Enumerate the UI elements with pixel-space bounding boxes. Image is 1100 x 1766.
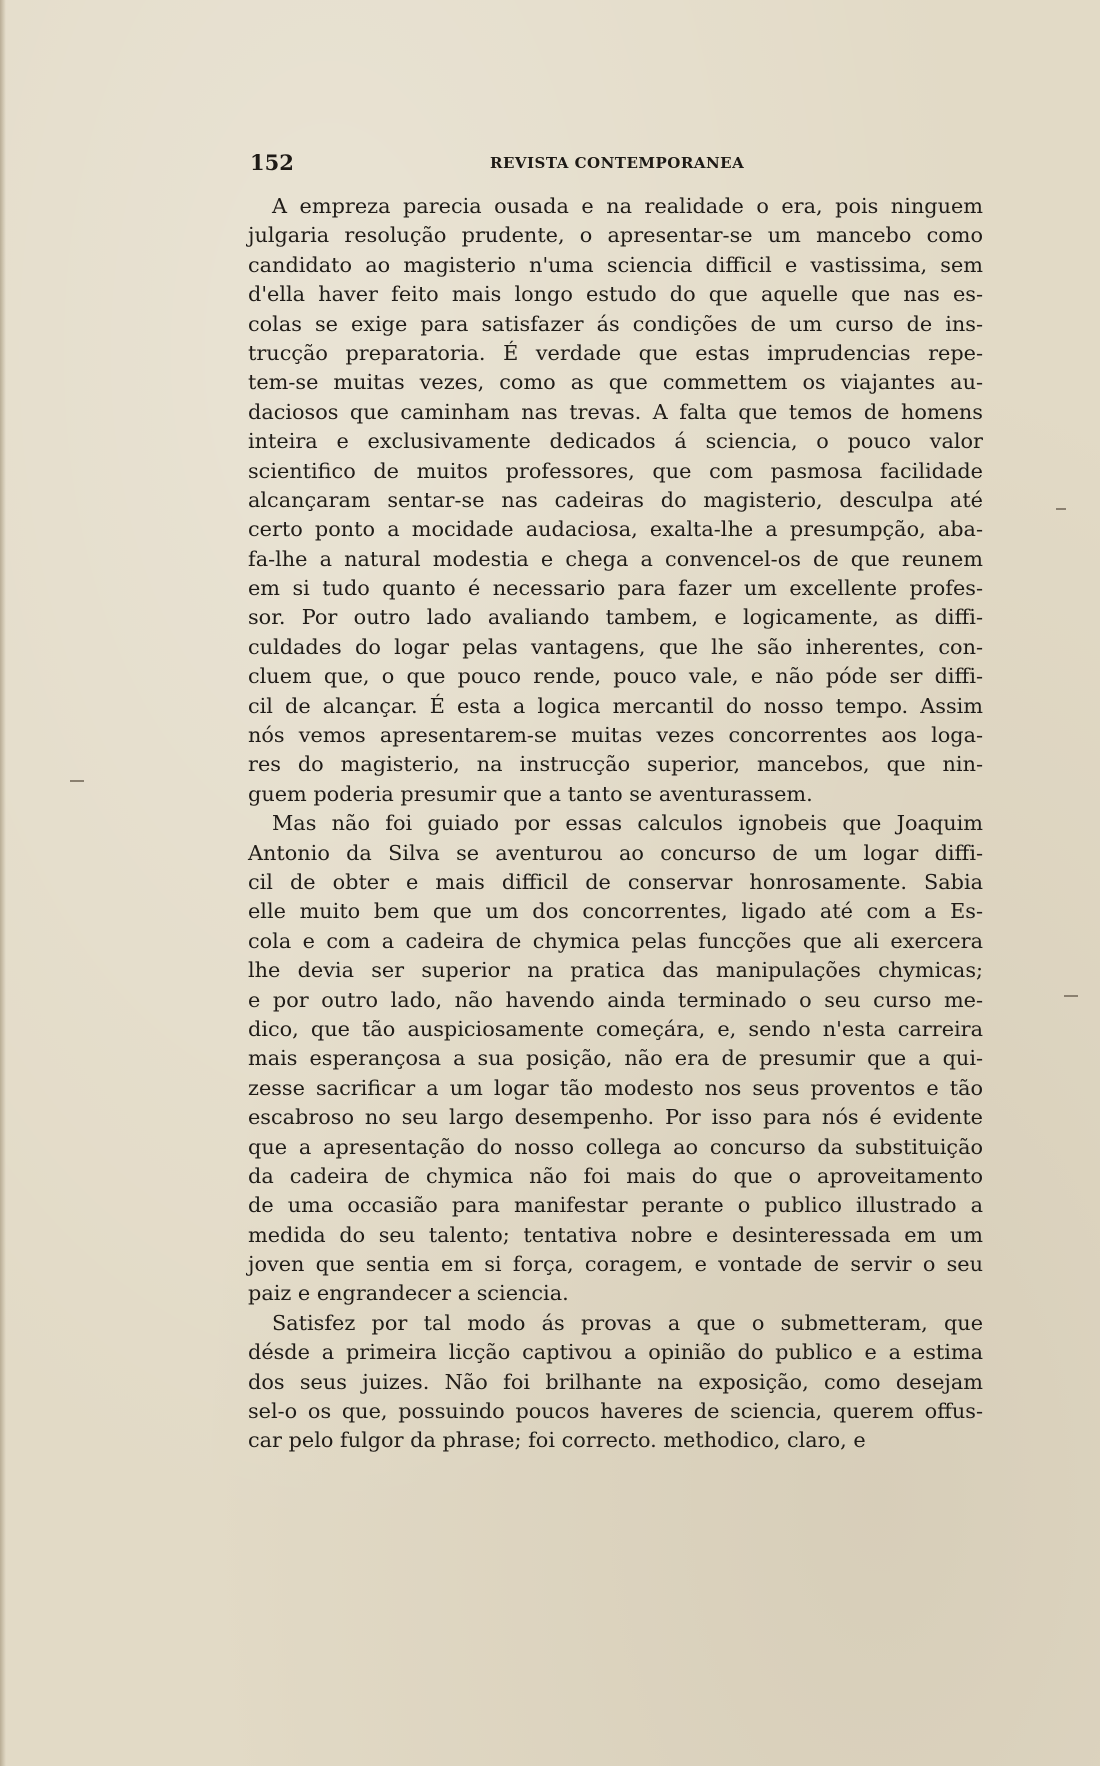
text-line: que a apresentação do nosso collega ao concurso da substituição — [248, 1134, 983, 1159]
text-line: alcançaram sentar-se nas cadeiras do magisterio, desculpa até — [248, 487, 983, 512]
text-line: A empreza parecia ousada e na realidade o era, pois ninguem — [272, 194, 983, 218]
text-line: daciosos que caminham nas trevas. A falta que temos de homens — [248, 399, 983, 424]
text-line: sel-o os que, possuindo poucos haveres de sciencia, querem offus- — [248, 1399, 983, 1424]
text-line: sor. Por outro lado avaliando tambem, e logicamente, as diffi- — [248, 605, 983, 630]
text-line: cil de alcançar. É esta a logica mercantil do nosso tempo. Assim — [248, 693, 983, 718]
text-line: medida do seu talento; tentativa nobre e desinteressada em um — [248, 1222, 983, 1247]
scan-mark — [1064, 995, 1078, 997]
paragraph — [248, 1309, 983, 1456]
text-line: e por outro lado, não havendo ainda terminado o seu curso me- — [248, 987, 983, 1012]
text-line: trucção preparatoria. É verdade que estas imprudencias repe- — [248, 340, 983, 365]
text-line: cluem que, o que pouco rende, pouco vale, e não póde ser diffi- — [248, 664, 983, 689]
text-line: zesse sacrificar a um logar tão modesto nos seus proventos e tão — [248, 1075, 983, 1100]
text-line: guem poderia presumir que a tanto se aventurassem. — [248, 781, 813, 806]
text-line: mais esperançosa a sua posição, não era de presumir que a qui- — [248, 1046, 983, 1071]
text-line: paiz e engrandecer a sciencia. — [248, 1281, 569, 1306]
text-line: car pelo fulgor da phrase; foi correcto. methodico, claro, e — [248, 1428, 866, 1453]
page-header — [250, 150, 980, 180]
page-binding-edge — [0, 0, 6, 1766]
text-line: candidato ao magisterio n'uma sciencia difficil e vastissima, sem — [248, 252, 983, 277]
text-line: Satisfez por tal modo ás provas a que o submetteram, que — [272, 1310, 983, 1335]
text-line: dico, que tão auspiciosamente começára, e, sendo n'esta carreira — [248, 1016, 983, 1041]
text-line: de uma occasião para manifestar perante o publico illustrado a — [248, 1193, 983, 1218]
text-line: joven que sentia em si força, coragem, e vontade de servir o seu — [248, 1252, 983, 1277]
text-line: elle muito bem que um dos concorrentes, ligado até com a Es- — [248, 899, 983, 924]
text-line: fa-lhe a natural modestia e chega a convencel-os de que reunem — [248, 546, 983, 571]
text-line: lhe devia ser superior na pratica das manipulações chymicas; — [248, 958, 983, 983]
text-line: scientifico de muitos professores, que com pasmosa facilidade — [248, 458, 983, 483]
text-line: dos seus juizes. Não foi brilhante na exposição, como desejam — [248, 1369, 983, 1394]
text-line: em si tudo quanto é necessario para fazer um excellente profes- — [248, 576, 983, 601]
text-line: julgaria resolução prudente, o apresentar-se um mancebo como — [248, 223, 983, 248]
text-line: cola e com a cadeira de chymica pelas funcções que ali exercera — [248, 928, 983, 953]
paragraph — [248, 192, 983, 809]
page-number: 152 — [250, 150, 294, 175]
text-line: d'ella haver feito mais longo estudo do que aquelle que nas es- — [248, 282, 983, 307]
scan-mark — [70, 780, 84, 782]
text-line: nós vemos apresentarem-se muitas vezes concorrentes aos loga- — [248, 723, 983, 748]
paragraph — [248, 809, 983, 1309]
text-line: cil de obter e mais difficil de conservar honrosamente. Sabia — [248, 869, 983, 894]
text-line: colas se exige para satisfazer ás condições de um curso de ins- — [248, 311, 983, 336]
text-line: Antonio da Silva se aventurou ao concurso de um logar diffi- — [248, 840, 983, 865]
text-line: Mas não foi guiado por essas calculos ignobeis que Joaquim — [272, 811, 983, 836]
text-line: désde a primeira licção captivou a opinião do publico e a estima — [248, 1340, 983, 1365]
article-body — [248, 192, 983, 1456]
text-line: inteira e exclusivamente dedicados á sciencia, o pouco valor — [248, 429, 983, 454]
text-line: da cadeira de chymica não foi mais do que o aproveitamento — [248, 1163, 983, 1188]
scan-mark — [1056, 508, 1066, 510]
text-line: certo ponto a mocidade audaciosa, exalta-lhe a presumpção, aba- — [248, 517, 983, 542]
text-line: escabroso no seu largo desempenho. Por isso para nós é evidente — [248, 1105, 983, 1130]
text-line: culdades do logar pelas vantagens, que lhe são inherentes, con- — [248, 634, 983, 659]
text-line: res do magisterio, na instrucção superior, mancebos, que nin- — [248, 752, 983, 777]
running-title: REVISTA CONTEMPORANEA — [490, 154, 745, 172]
text-line: tem-se muitas vezes, como as que commettem os viajantes au- — [248, 370, 983, 395]
